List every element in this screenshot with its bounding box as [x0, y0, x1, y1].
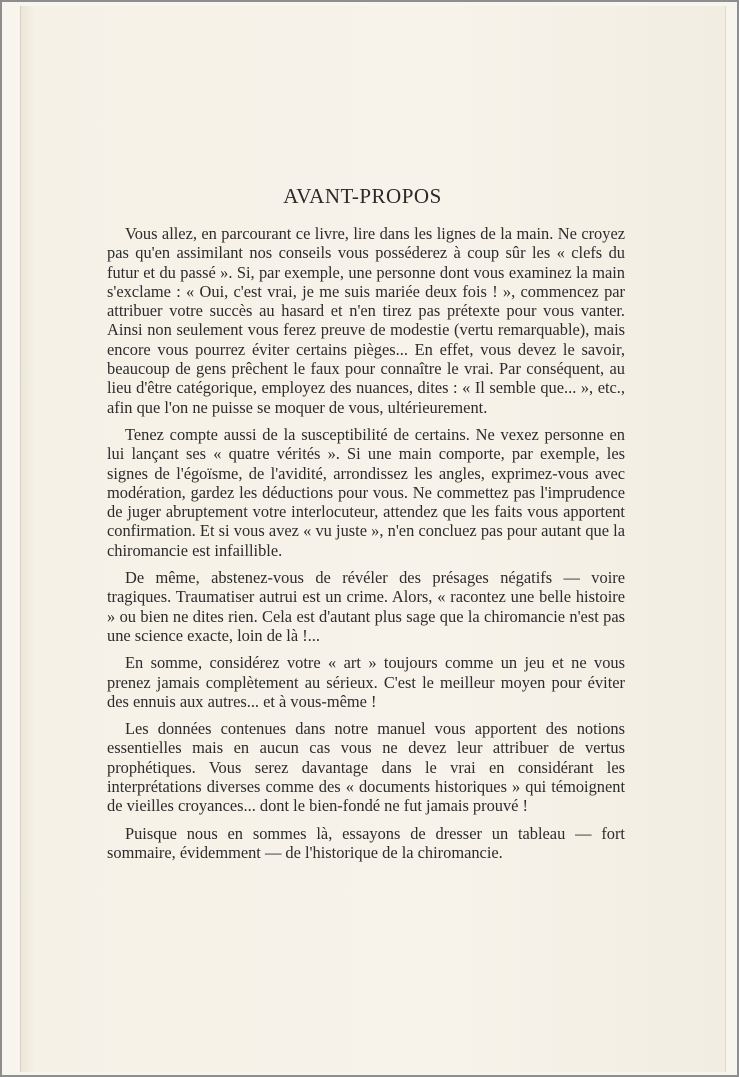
body-text — [107, 224, 625, 870]
paragraph-4: En somme, considérez votre « art » toujours comme un jeu et ne vous prenez jamais complètement au sérieux. C'est le meilleur moyen pour éviter des ennuis aux autres... et à vous-même ! — [107, 653, 625, 711]
page-title: AVANT-PROPOS — [283, 184, 442, 208]
paper-sheet — [20, 6, 726, 1072]
paragraph-2: Tenez compte aussi de la susceptibilité de certains. Ne vexez personne en lui lançant ses « quatre vérités ». Si une main comporte, par exemple, les signes de l'égoïsme, de l'avidité, arrondissez les angles, exprimez-vous avec modération, gardez les déductions pour vous. Ne commettez pas l'imprudence de juger abruptement votre interlocuteur, attendez que les faits vous apportent confirmation. Et si vous avez « vu juste », n'en concluez pas pour autant que la chiromancie est infaillible. — [107, 424, 625, 560]
paragraph-6: Puisque nous en sommes là, essayons de dresser un tableau — fort sommaire, évidemment — de l'historique de la chiromancie. — [107, 823, 625, 862]
paragraph-5: Les données contenues dans notre manuel vous apportent des notions essentielles mais en aucun cas vous ne devez leur attribuer de vertus prophétiques. Vous serez davantage dans le vrai en considérant les interprétations diverses comme des « documents historiques » qui témoignent de vieilles croyances... dont le bien-fondé ne fut jamais prouvé ! — [107, 719, 625, 816]
paragraph-3: De même, abstenez-vous de révéler des présages négatifs — voire tragiques. Traumatiser autrui est un crime. Alors, « racontez une belle histoire » ou bien ne dites rien. Cela est d'autant plus sage que la chiromancie n'est pas une science exacte, loin de là !... — [107, 568, 625, 645]
paragraph-1: Vous allez, en parcourant ce livre, lire dans les lignes de la main. Ne croyez pas qu'en assimilant nos conseils vous posséderez à coup sûr les « clefs du futur et du passé ». Si, par exemple, une personne dont vous examinez la main s'exclame : « Oui, c'est vrai, je me suis mariée deux fois ! », commencez par attribuer votre succès au hasard et n'en tirez pas prétexte pour vous vanter. Ainsi non seulement vous ferez preuve de modestie (vertu remarquable), mais encore vous pourrez éviter certains pièges... En effet, vous devez le savoir, beaucoup de gens prêchent le faux pour connaître le vrai. Par conséquent, au lieu d'être catégorique, employez des nuances, dites : « Il semble que... », etc., afin que l'on ne puisse se moquer de vous, ultérieurement. — [107, 224, 625, 417]
